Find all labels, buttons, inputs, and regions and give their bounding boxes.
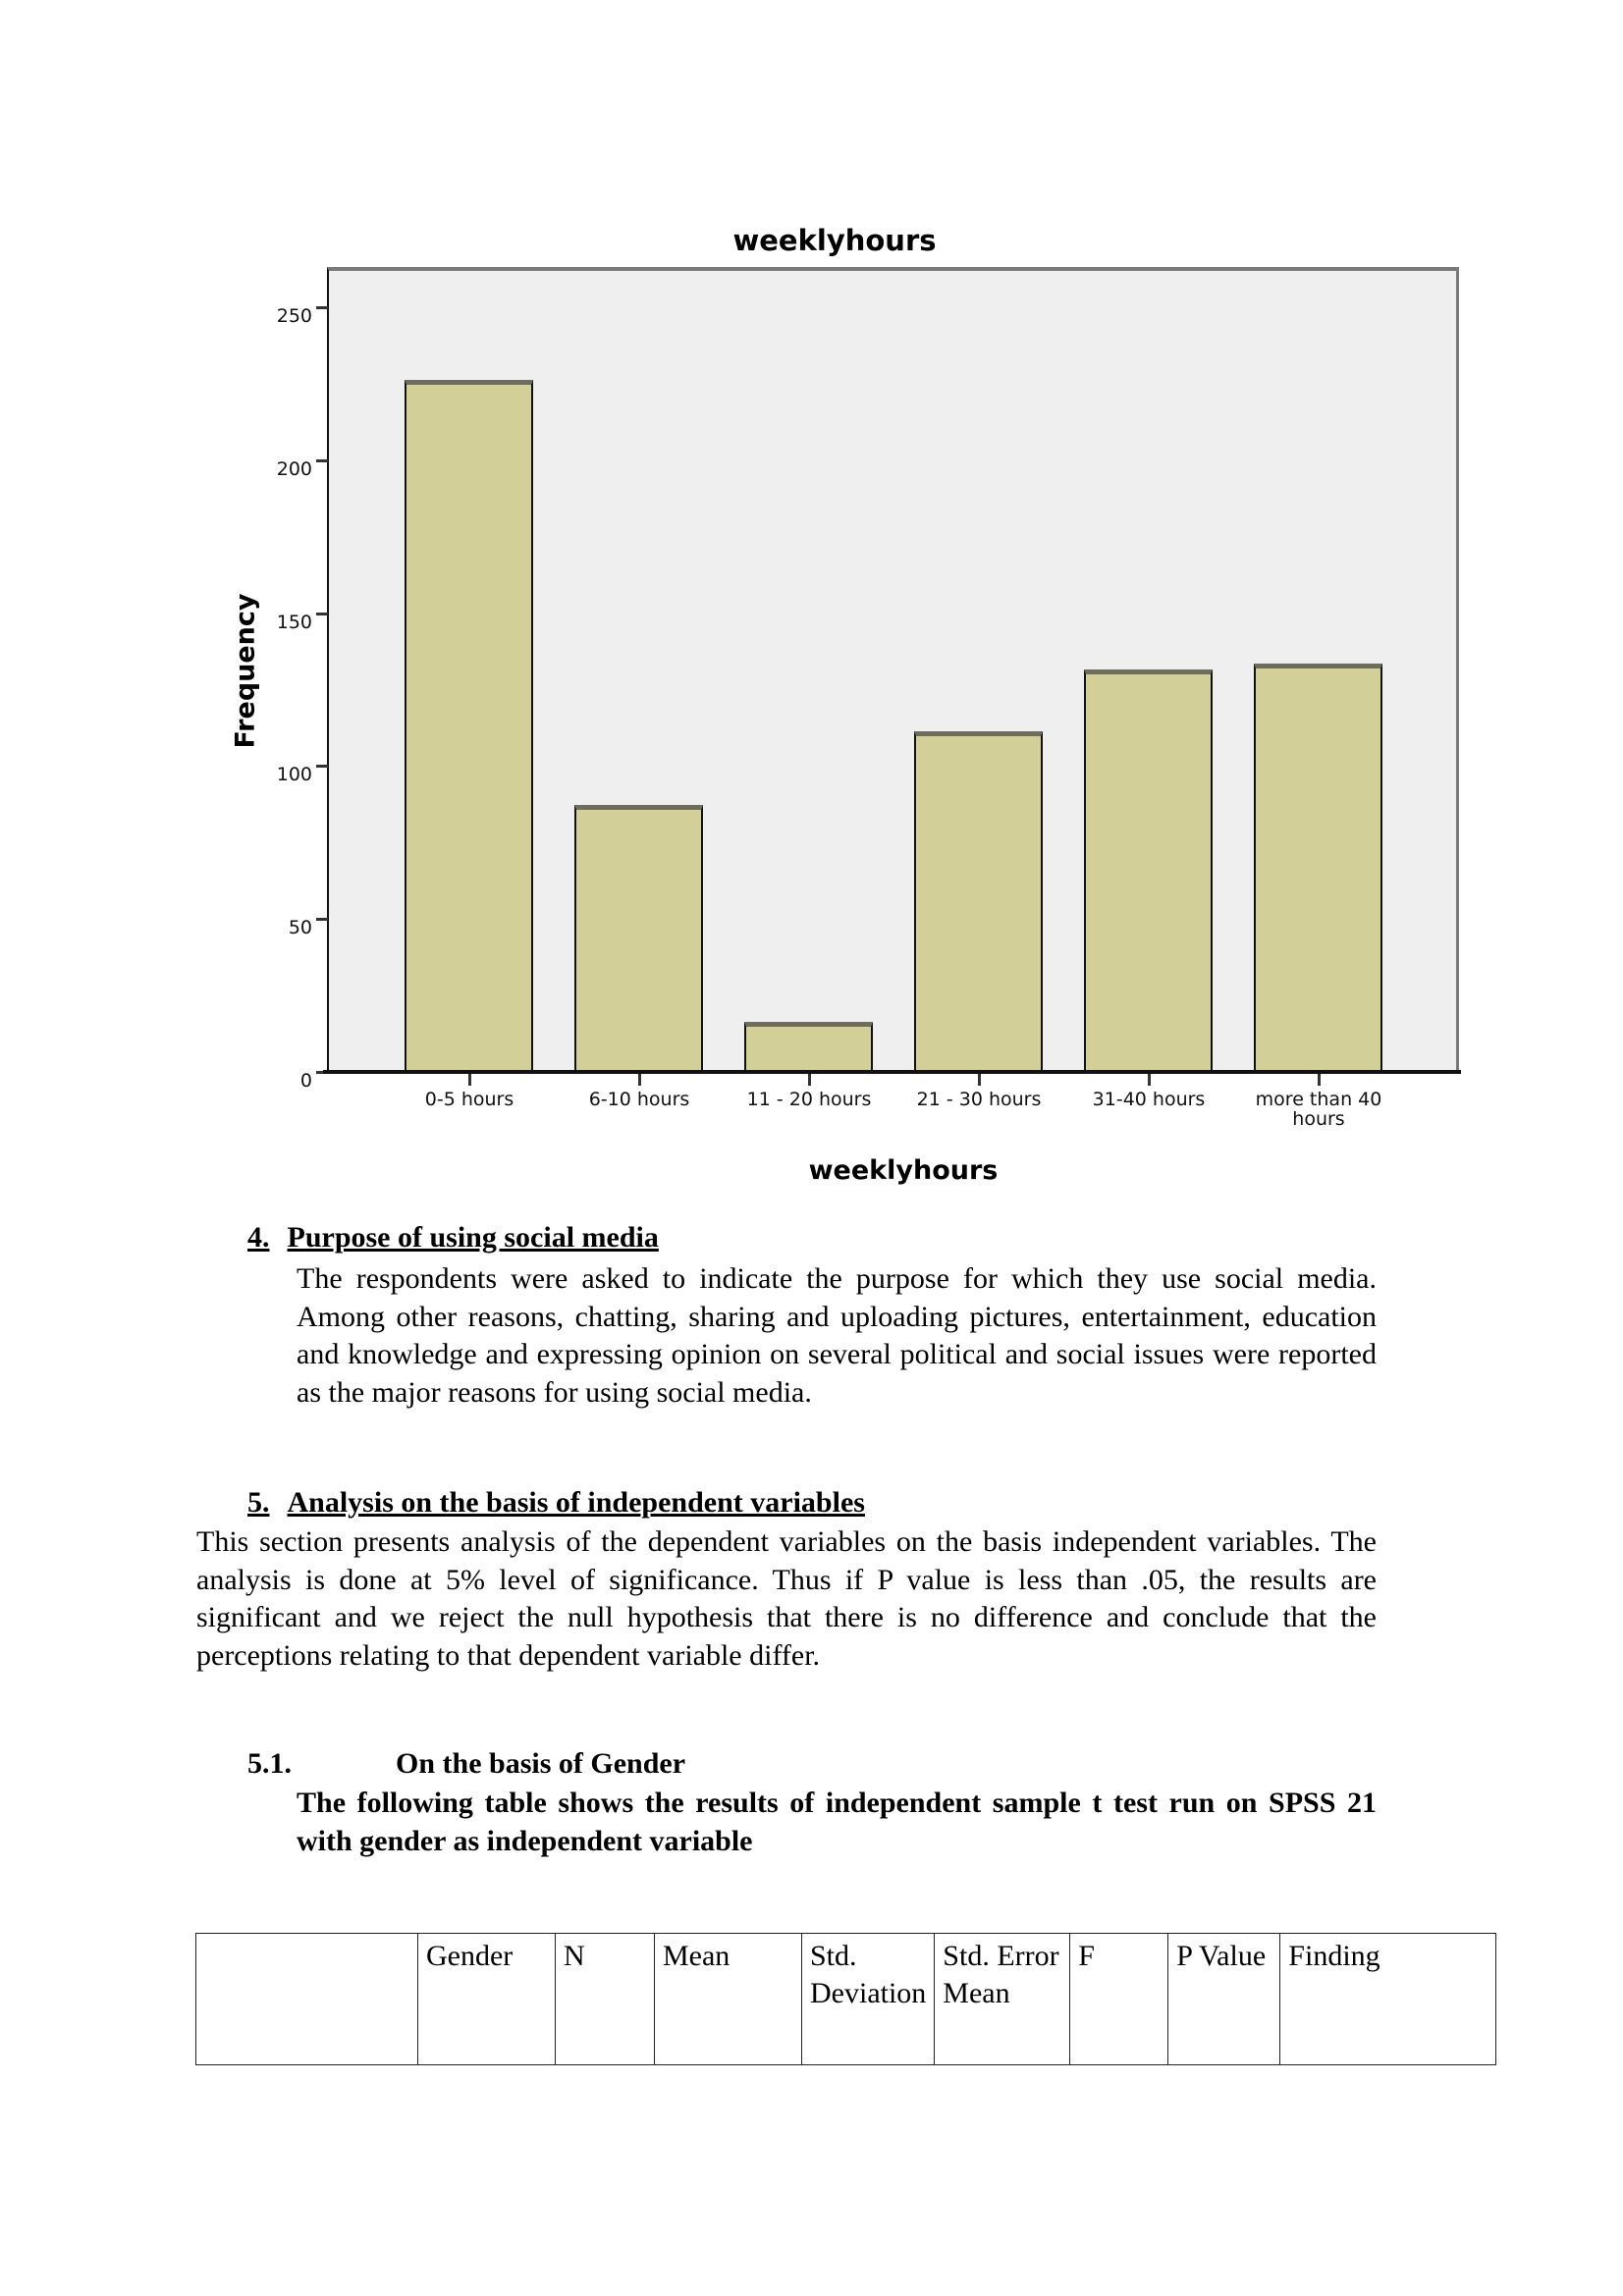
x-tick-label: 31-40 hours [1092,1089,1206,1110]
x-tick-mark [1148,1074,1151,1086]
bar-11-20-hours [744,1022,873,1071]
section-title: Purpose of using social media [287,1221,659,1254]
section-4-body: The respondents were asked to indicate the purpose for which they use social media. Among other reasons, chatting, sharing and uploading pictures, entertainment, education and knowledge and expressing opinion on several political and social issues were reported as the major reasons for using social media. [297,1262,1377,1409]
x-tick-label: 6-10 hours [588,1089,690,1110]
x-tick-label: 11 - 20 hours [746,1089,872,1110]
x-tick-mark [638,1074,641,1086]
subsection-heading: On the basis of Gender [396,1747,686,1780]
x-tick-label: more than 40 hours [1255,1089,1382,1130]
y-tick-mark [316,613,328,615]
y-tick-label: 200 [276,458,312,480]
table-header-cell [196,1934,418,2065]
section-number: 4. [247,1221,270,1254]
bar-21-30-hours [914,731,1043,1071]
y-tick-label: 50 [288,917,312,938]
results-table [195,1933,1496,2065]
section-number: 5. [247,1486,270,1519]
y-tick-mark [316,459,328,462]
x-tick-mark [468,1074,471,1086]
table-header-cell: Finding [1280,1934,1496,2065]
x-axis-line [323,1070,1461,1074]
table-header-cell: Std. Deviation [802,1934,935,2065]
section-4-heading [247,1221,659,1255]
y-tick-mark [316,765,328,768]
subsection-body: The following table shows the results of independent sample t test run on SPSS 21 with gender as independent variable [297,1787,1377,1857]
x-tick-mark [1318,1074,1321,1086]
x-tick-mark [808,1074,811,1086]
table-header-cell: Std. Error Mean [935,1934,1070,2065]
y-axis-title: Frequency [230,593,261,749]
section-5-heading [247,1486,865,1520]
y-tick-label: 250 [276,305,312,327]
section-5-body: This section presents analysis of the dependent variables on the basis independent variables. The analysis is done at 5% level of significance. Thus if P value is less than .05, the results are significant and we reject the null hypothesis that there is no difference and conclude that the perceptions relating to that dependent variable differ. [196,1525,1377,1672]
table-header-cell: Gender [418,1934,556,2065]
table-header-row [196,1934,1496,2065]
x-axis-title: weeklyhours [808,1155,999,1186]
x-tick-label: 21 - 30 hours [916,1089,1042,1110]
bar-6-10-hours [574,805,703,1071]
section-title: Analysis on the basis of independent variables [287,1486,865,1519]
chart-title: weeklyhours [732,224,937,257]
bar-0-5-hours [405,380,533,1071]
x-tick-mark [978,1074,981,1086]
bar-more-than-40-hours [1254,664,1382,1071]
table-header-cell: P Value [1168,1934,1280,2065]
table-header-cell: N [556,1934,655,2065]
y-tick-label: 0 [299,1070,312,1092]
y-tick-mark [316,918,328,921]
bar-31-40-hours [1084,669,1213,1071]
y-tick-label: 150 [276,612,312,633]
x-tick-label: 0-5 hours [424,1089,514,1110]
table-header-cell: F [1070,1934,1168,2065]
subsection-number: 5.1. [247,1747,292,1780]
table-header-cell: Mean [655,1934,802,2065]
y-tick-mark [316,306,328,309]
y-tick-label: 100 [276,764,312,785]
